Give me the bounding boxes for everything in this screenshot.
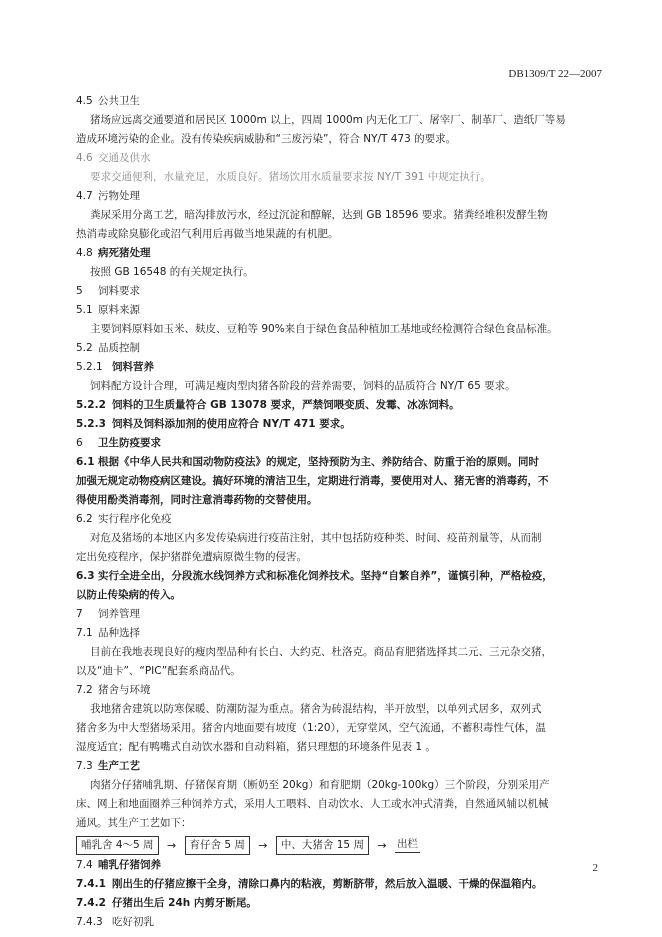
section-6-2-heading: 6.2 实行程序化免疫 (76, 513, 172, 525)
flow-step-weaner: 育仔舍 5 周 (185, 836, 250, 855)
paragraph-line: 定出免疫程序，保护猪群免遭病原微生物的侵害。 (76, 551, 307, 563)
arrow-right-icon: → (166, 838, 177, 852)
section-6-1-line: 6.1 根据《中华人民共和国动物防疫法》的规定，坚持预防为主、养防结合、防重于治的原则。同时 (76, 456, 539, 468)
section-7-2-heading: 7.2 猪舍与环境 (76, 684, 151, 696)
paragraph-line: 目前在我地表现良好的瘦肉型品种有长白、大约克、杜洛克。商品育肥猪选择其二元、三元杂交猪， (90, 646, 552, 658)
section-7-4-1: 7.4.1 刚出生的仔猪应擦干全身，清除口鼻内的粘液，剪断脐带，然后放入温暖、干燥的保温箱内。 (76, 878, 543, 890)
paragraph-line: 粪尿采用分离工艺，暗沟排放污水，经过沉淀和醇解，达到 GB 18596 要求。猪粪经堆积发酵生物 (90, 209, 548, 221)
paragraph-line: 以防止传染病的传入。 (76, 589, 181, 601)
paragraph-line: 猪舍多为中大型猪场采用。猪舍内地面要有坡度（1:20），无穿堂风，空气流通，不蓄积毒性气体，温 (76, 722, 546, 734)
section-7-4-2: 7.4.2 仔猪出生后 24h 内剪牙断尾。 (76, 897, 257, 909)
section-7-4-3: 7.4.3 吃好初乳 (76, 916, 154, 928)
paragraph-line: 加强无规定动物疫病区建设。搞好环境的清洁卫生，定期进行消毒，要使用对人、猪无害的消毒药，不 (76, 475, 549, 487)
paragraph-line: 猪场应远离交通要道和居民区 1000m 以上，四周 1000m 内无化工厂、屠宰厂、制革厂、造纸厂等易 (90, 114, 566, 126)
section-5-heading: 5 饲料要求 (76, 285, 140, 297)
paragraph-line: 热消毒或除臭膨化或沼气利用后再做当地果蔬的有机肥。 (76, 228, 339, 240)
arrow-right-icon: → (377, 838, 387, 852)
section-7-4-heading: 7.4 哺乳仔猪饲养 (76, 859, 161, 871)
section-5-2-3: 5.2.3 饲料及饲料添加剂的使用应符合 NY/T 471 要求。 (76, 418, 351, 430)
section-4-8-heading: 4.8 病死猪处理 (76, 247, 151, 259)
section-7-heading: 7 饲养管理 (76, 608, 140, 620)
arrow-right-icon: → (258, 838, 268, 852)
flow-step-market: 出栏 (395, 837, 420, 853)
section-4-5-heading: 4.5 公共卫生 (76, 95, 140, 107)
section-4-6-heading: 4.6 交通及供水 (76, 152, 151, 164)
section-5-1-heading: 5.1 原料来源 (76, 304, 140, 316)
flow-step-nursing: 哺乳舍 4～5 周 (76, 836, 159, 855)
paragraph-line: 按照 GB 16548 的有关规定执行。 (90, 266, 254, 278)
section-7-3-heading: 7.3 生产工艺 (76, 760, 140, 772)
paragraph-line: 主要饲料原料如玉米、麸皮、豆粕等 90%来自于绿色食品种植加工基地或经检测符合绿色食品标准。 (90, 323, 558, 335)
standard-id: DB1309/T 22—2007 (508, 68, 602, 80)
paragraph-line: 湿度适宜；配有鸭嘴式自动饮水器和自动料箱，猪只理想的环境条件见表 1 。 (76, 741, 436, 753)
document-body (76, 92, 598, 932)
section-5-2-1-heading: 5.2.1 饲料营养 (76, 361, 154, 373)
paragraph-line: 要求交通便利，水量充足，水质良好。猪场饮用水质量要求按 NY/T 391 中规定执行。 (90, 171, 491, 183)
section-5-2-heading: 5.2 品质控制 (76, 342, 140, 354)
production-flow (76, 834, 598, 856)
paragraph-line: 饲料配方设计合理，可满足瘦肉型肉猪各阶段的营养需要，饲料的品质符合 NY/T 65 要求。 (90, 380, 516, 392)
page-number: 2 (592, 862, 598, 874)
paragraph-line: 得使用酚类消毒剂，同时注意消毒药物的交替使用。 (76, 494, 318, 506)
section-4-7-heading: 4.7 污物处理 (76, 190, 140, 202)
flow-step-grower: 中、大猪舍 15 周 (276, 836, 369, 855)
section-7-1-heading: 7.1 品种选择 (76, 627, 140, 639)
section-5-2-2: 5.2.2 饲料的卫生质量符合 GB 13078 要求，严禁饲喂变质、发霉、冰冻饲料。 (76, 399, 460, 411)
paragraph-line: 对危及猪场的本地区内多发传染病进行疫苗注射，其中包括防疫种类、时间、疫苗剂量等，从而制 (90, 532, 542, 544)
paragraph-line: 造成环境污染的企业。没有传染疾病威胁和“三废污染”，符合 NY/T 473 的要求。 (76, 133, 457, 145)
section-6-heading: 6 卫生防疫要求 (76, 437, 161, 449)
paragraph-line: 以及“迪卡”、“PIC”配套系商品代。 (76, 665, 241, 677)
paragraph-line: 我地猪舍建筑以防寒保暖、防潮防湿为重点。猪舍为砖混结构，半开放型，以单列式居多，双列式 (90, 703, 542, 715)
section-6-3-line: 6.3 实行全进全出，分段流水线饲养方式和标准化饲养技术。坚持“自繁自养”，谨慎引种，严格检疫， (76, 570, 553, 582)
paragraph-line: 床、网上和地面圈养三种饲养方式，采用人工喂料、自动饮水、人工或水冲式清粪，自然通风辅以机械 (76, 798, 549, 810)
paragraph-line: 肉猪分仔猪哺乳期、仔猪保育期（断奶至 20kg）和育肥期（20kg-100kg）三个阶段，分别采用产 (90, 779, 550, 791)
paragraph-line: 通风。其生产工艺如下： (76, 817, 192, 829)
